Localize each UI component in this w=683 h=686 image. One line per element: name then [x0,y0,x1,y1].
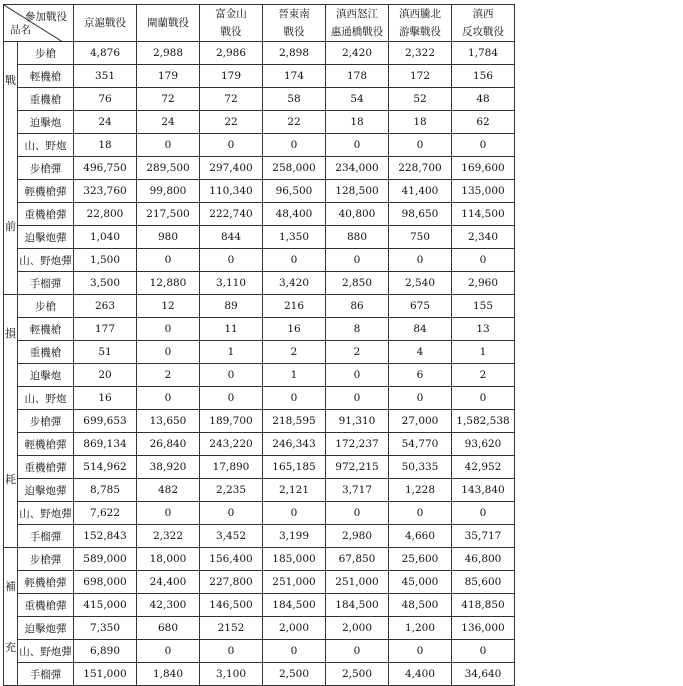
value-cell: 6,890 [74,640,137,663]
table-row [4,134,515,157]
value-cell: 297,400 [200,157,263,180]
value-cell: 2 [326,341,389,364]
value-cell: 3,452 [200,525,263,548]
battle-header-5 [326,5,389,42]
table-row [4,88,515,111]
value-cell: 54 [326,88,389,111]
item-name-cell: 重機槍彈 [18,594,74,617]
value-cell: 58 [263,88,326,111]
value-cell: 22,800 [74,203,137,226]
item-name-cell: 輕機槍彈 [18,180,74,203]
battle-header-line: 晉東南 [278,8,310,20]
item-name-cell: 輕機槍彈 [18,433,74,456]
battle-header-line: 富金山 [215,8,247,20]
value-cell: 0 [137,249,200,272]
table-row [4,456,515,479]
value-cell: 323,760 [74,180,137,203]
value-cell: 25,600 [389,548,452,571]
value-cell: 0 [452,249,515,272]
value-cell: 136,000 [452,617,515,640]
value-cell: 177 [74,318,137,341]
table-row [4,341,515,364]
value-cell: 1,500 [74,249,137,272]
table-row [4,571,515,594]
item-name-cell: 步槍 [18,295,74,318]
value-cell: 251,000 [263,571,326,594]
table-row [4,157,515,180]
table-row [4,387,515,410]
value-cell: 51 [74,341,137,364]
value-cell: 698,000 [74,571,137,594]
item-name-cell: 步槍 [18,42,74,65]
battle-header-6 [389,5,452,42]
table-row [4,42,515,65]
value-cell: 156 [452,65,515,88]
item-name-cell: 迫擊炮 [18,111,74,134]
value-cell: 3,717 [326,479,389,502]
value-cell: 16 [74,387,137,410]
value-cell: 1,840 [137,663,200,686]
category-label: 戰 [5,74,16,87]
value-cell: 151,000 [74,663,137,686]
value-cell: 7,350 [74,617,137,640]
value-cell: 4,660 [389,525,452,548]
table-row [4,364,515,387]
value-cell: 41,400 [389,180,452,203]
value-cell: 0 [452,134,515,157]
value-cell: 3,420 [263,272,326,295]
value-cell: 2,121 [263,479,326,502]
value-cell: 6 [389,364,452,387]
value-cell: 4 [389,341,452,364]
value-cell: 178 [326,65,389,88]
value-cell: 482 [137,479,200,502]
value-cell: 50,335 [389,456,452,479]
value-cell: 246,343 [263,433,326,456]
table-row [4,111,515,134]
table-row [4,295,515,318]
table-row [4,594,515,617]
value-cell: 18 [74,134,137,157]
value-cell: 2,980 [326,525,389,548]
value-cell: 17,890 [200,456,263,479]
table-row [4,502,515,525]
value-cell: 1,200 [389,617,452,640]
value-cell: 169,600 [452,157,515,180]
value-cell: 0 [326,134,389,157]
corner-header-battle: 參加戰役 [25,11,67,23]
value-cell: 93,620 [452,433,515,456]
value-cell: 54,770 [389,433,452,456]
value-cell: 48,500 [389,594,452,617]
value-cell: 40,800 [326,203,389,226]
item-name-cell: 輕機槍 [18,318,74,341]
value-cell: 48 [452,88,515,111]
value-cell: 1 [200,341,263,364]
value-cell: 26,840 [137,433,200,456]
value-cell: 234,000 [326,157,389,180]
value-cell: 3,110 [200,272,263,295]
value-cell: 2,988 [137,42,200,65]
value-cell: 98,650 [389,203,452,226]
value-cell: 128,500 [326,180,389,203]
value-cell: 2 [137,364,200,387]
value-cell: 0 [452,387,515,410]
value-cell: 1,784 [452,42,515,65]
value-cell: 0 [389,502,452,525]
value-cell: 11 [200,318,263,341]
value-cell: 165,185 [263,456,326,479]
value-cell: 0 [326,387,389,410]
value-cell: 179 [200,65,263,88]
value-cell: 42,952 [452,456,515,479]
value-cell: 972,215 [326,456,389,479]
value-cell: 680 [137,617,200,640]
category-label: 充 [5,641,16,654]
value-cell: 146,500 [200,594,263,617]
item-name-cell: 重機槍彈 [18,456,74,479]
value-cell: 1,582,538 [452,410,515,433]
value-cell: 3,500 [74,272,137,295]
category-label: 耗 [5,473,16,486]
table-row [4,180,515,203]
value-cell: 12 [137,295,200,318]
value-cell: 0 [326,364,389,387]
value-cell: 251,000 [326,571,389,594]
value-cell: 4,876 [74,42,137,65]
value-cell: 227,800 [200,571,263,594]
value-cell: 16 [263,318,326,341]
battle-header-line: 滇西 [472,8,494,20]
value-cell: 514,962 [74,456,137,479]
value-cell: 216 [263,295,326,318]
value-cell: 0 [137,502,200,525]
value-cell: 0 [389,640,452,663]
item-name-cell: 迫擊炮 [18,364,74,387]
value-cell: 2 [263,341,326,364]
battle-header-line: 反攻戰役 [462,26,504,38]
value-cell: 880 [326,226,389,249]
value-cell: 0 [326,502,389,525]
value-cell: 0 [263,249,326,272]
value-cell: 96,500 [263,180,326,203]
value-cell: 35,717 [452,525,515,548]
item-name-cell: 手榴彈 [18,272,74,295]
table-row [4,663,515,686]
value-cell: 3,100 [200,663,263,686]
value-cell: 2,420 [326,42,389,65]
value-cell: 155 [452,295,515,318]
value-cell: 2,850 [326,272,389,295]
item-name-cell: 重機槍 [18,88,74,111]
value-cell: 184,500 [326,594,389,617]
battle-header-line: 戰役 [283,26,305,38]
value-cell: 8 [326,318,389,341]
value-cell: 4,400 [389,663,452,686]
value-cell: 0 [137,341,200,364]
value-cell: 86 [326,295,389,318]
value-cell: 72 [137,88,200,111]
category-label: 前 [5,220,16,233]
table-row [4,203,515,226]
value-cell: 42,300 [137,594,200,617]
corner-header [4,5,74,42]
value-cell: 179 [137,65,200,88]
value-cell: 0 [389,134,452,157]
corner-header-item: 品名 [10,24,31,36]
value-cell: 351 [74,65,137,88]
item-name-cell: 山、野炮彈 [18,502,74,525]
category-label: 損 [5,327,16,340]
item-name-cell: 山、野炮彈 [18,640,74,663]
value-cell: 0 [452,502,515,525]
value-cell: 0 [200,387,263,410]
value-cell: 18 [326,111,389,134]
value-cell: 0 [326,640,389,663]
value-cell: 418,850 [452,594,515,617]
table-row [4,617,515,640]
value-cell: 48,400 [263,203,326,226]
value-cell: 222,740 [200,203,263,226]
value-cell: 2,500 [263,663,326,686]
value-cell: 1 [263,364,326,387]
item-name-cell: 步槍彈 [18,548,74,571]
battle-header-line: 戰役 [220,26,242,38]
value-cell: 589,000 [74,548,137,571]
value-cell: 0 [137,387,200,410]
table-row [4,318,515,341]
value-cell: 496,750 [74,157,137,180]
value-cell: 13 [452,318,515,341]
value-cell: 0 [389,249,452,272]
value-cell: 0 [137,134,200,157]
battle-header-3 [200,5,263,42]
header-row [4,5,515,42]
category-cell [4,548,18,686]
category-label: 補 [5,580,16,593]
value-cell: 1 [452,341,515,364]
value-cell: 62 [452,111,515,134]
munitions-table [3,4,515,686]
value-cell: 750 [389,226,452,249]
battle-header-line: 滇西怒江 [336,8,378,20]
table-row [4,226,515,249]
value-cell: 2,986 [200,42,263,65]
value-cell: 24 [137,111,200,134]
value-cell: 72 [200,88,263,111]
value-cell: 12,880 [137,272,200,295]
value-cell: 2,322 [389,42,452,65]
value-cell: 415,000 [74,594,137,617]
value-cell: 67,850 [326,548,389,571]
value-cell: 258,000 [263,157,326,180]
battle-header-line: 惠通橋戰役 [330,26,384,38]
value-cell: 0 [200,364,263,387]
value-cell: 0 [200,134,263,157]
category-cell [4,42,18,295]
battle-header-line: 閘蘭戰役 [147,17,189,29]
value-cell: 980 [137,226,200,249]
value-cell: 52 [389,88,452,111]
value-cell: 2,000 [263,617,326,640]
value-cell: 1,040 [74,226,137,249]
value-cell: 22 [263,111,326,134]
value-cell: 675 [389,295,452,318]
value-cell: 2,540 [389,272,452,295]
table-row [4,479,515,502]
table-row [4,640,515,663]
table-row [4,65,515,88]
item-name-cell: 重機槍 [18,341,74,364]
value-cell: 2,500 [326,663,389,686]
value-cell: 0 [326,249,389,272]
value-cell: 0 [263,502,326,525]
table-row [4,548,515,571]
value-cell: 7,622 [74,502,137,525]
value-cell: 699,653 [74,410,137,433]
value-cell: 13,650 [137,410,200,433]
value-cell: 2,235 [200,479,263,502]
value-cell: 99,800 [137,180,200,203]
value-cell: 34,640 [452,663,515,686]
item-name-cell: 山、野炮 [18,134,74,157]
value-cell: 184,500 [263,594,326,617]
value-cell: 156,400 [200,548,263,571]
value-cell: 2152 [200,617,263,640]
battle-header-4 [263,5,326,42]
table-row [4,433,515,456]
item-name-cell: 步槍彈 [18,157,74,180]
value-cell: 1,228 [389,479,452,502]
value-cell: 2,340 [452,226,515,249]
value-cell: 135,000 [452,180,515,203]
value-cell: 85,600 [452,571,515,594]
battle-header-7 [452,5,515,42]
value-cell: 189,700 [200,410,263,433]
table-row [4,410,515,433]
value-cell: 24 [74,111,137,134]
value-cell: 18,000 [137,548,200,571]
battle-header-line: 京滬戰役 [84,17,126,29]
battle-header-line: 游擊戰役 [399,26,441,38]
item-name-cell: 手榴彈 [18,663,74,686]
value-cell: 46,800 [452,548,515,571]
value-cell: 2,000 [326,617,389,640]
value-cell: 228,700 [389,157,452,180]
value-cell: 38,920 [137,456,200,479]
value-cell: 217,500 [137,203,200,226]
value-cell: 0 [263,640,326,663]
category-cell [4,295,18,548]
item-name-cell: 步槍彈 [18,410,74,433]
item-name-cell: 迫擊炮彈 [18,479,74,502]
value-cell: 844 [200,226,263,249]
battle-header-2 [137,5,200,42]
value-cell: 174 [263,65,326,88]
value-cell: 22 [200,111,263,134]
item-name-cell: 輕機槍彈 [18,571,74,594]
value-cell: 0 [200,249,263,272]
value-cell: 0 [389,387,452,410]
value-cell: 0 [263,387,326,410]
item-name-cell: 迫擊炮彈 [18,226,74,249]
table-row [4,525,515,548]
item-name-cell: 迫擊炮彈 [18,617,74,640]
item-name-cell: 山、野炮 [18,387,74,410]
value-cell: 143,840 [452,479,515,502]
value-cell: 172,237 [326,433,389,456]
item-name-cell: 手榴彈 [18,525,74,548]
value-cell: 0 [137,318,200,341]
value-cell: 185,000 [263,548,326,571]
value-cell: 0 [452,640,515,663]
value-cell: 263 [74,295,137,318]
value-cell: 45,000 [389,571,452,594]
value-cell: 0 [200,640,263,663]
value-cell: 869,134 [74,433,137,456]
battle-header-1 [74,5,137,42]
value-cell: 114,500 [452,203,515,226]
battle-header-line: 滇西騰北 [399,8,441,20]
value-cell: 218,595 [263,410,326,433]
value-cell: 0 [137,640,200,663]
value-cell: 8,785 [74,479,137,502]
value-cell: 89 [200,295,263,318]
value-cell: 20 [74,364,137,387]
value-cell: 289,500 [137,157,200,180]
value-cell: 3,199 [263,525,326,548]
value-cell: 172 [389,65,452,88]
value-cell: 18 [389,111,452,134]
value-cell: 0 [200,502,263,525]
value-cell: 84 [389,318,452,341]
item-name-cell: 輕機槍 [18,65,74,88]
value-cell: 2 [452,364,515,387]
value-cell: 110,340 [200,180,263,203]
value-cell: 2,322 [137,525,200,548]
item-name-cell: 山、野炮彈 [18,249,74,272]
value-cell: 2,960 [452,272,515,295]
value-cell: 2,898 [263,42,326,65]
table-row [4,249,515,272]
value-cell: 27,000 [389,410,452,433]
value-cell: 1,350 [263,226,326,249]
table-row [4,272,515,295]
value-cell: 243,220 [200,433,263,456]
value-cell: 152,843 [74,525,137,548]
item-name-cell: 重機槍彈 [18,203,74,226]
value-cell: 91,310 [326,410,389,433]
value-cell: 76 [74,88,137,111]
value-cell: 0 [263,134,326,157]
value-cell: 24,400 [137,571,200,594]
